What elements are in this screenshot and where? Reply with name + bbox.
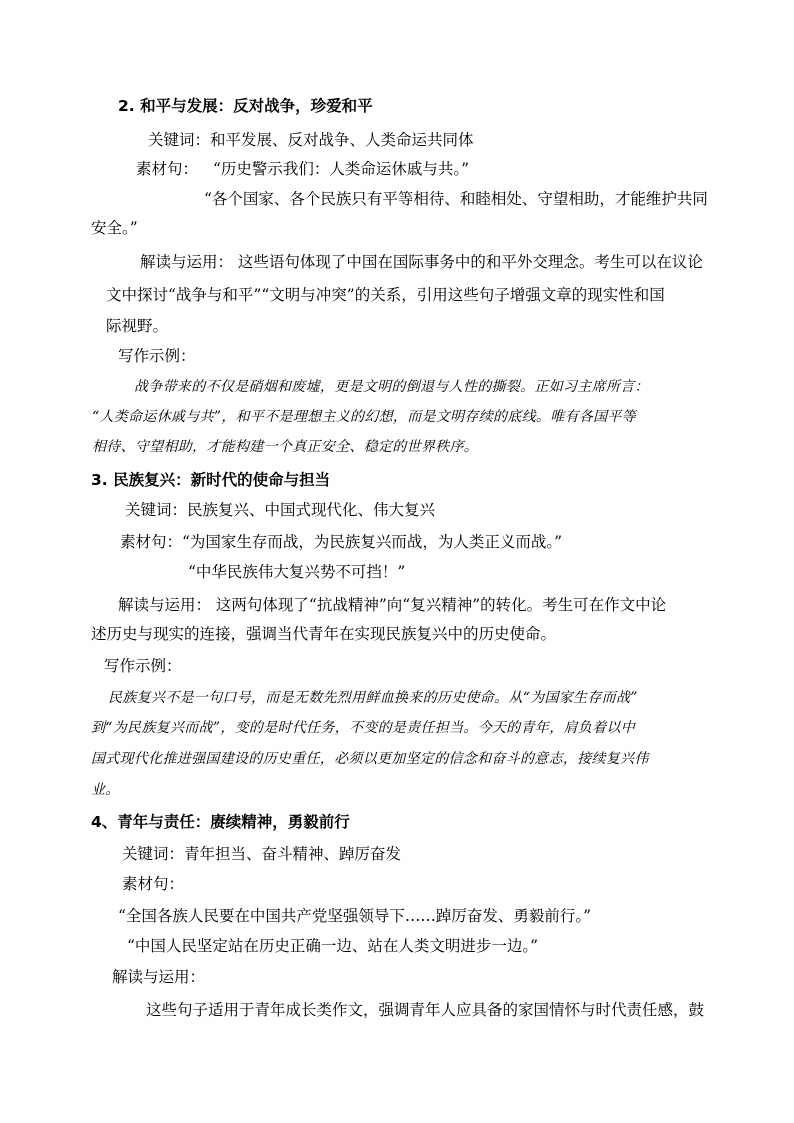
section-2-interpret-line2: 文中探讨“战争与和平”“文明与冲突”的关系，引用这些句子增强文章的现实性和国 (106, 286, 665, 304)
section-2-example-label: 写作示例： (118, 347, 196, 365)
section-4-material-2: “中国人民坚定站在历史正确一边、站在人类文明进步一边。” (127, 937, 539, 955)
section-2-material-2-line2: 安全。” (91, 219, 138, 237)
section-2-example-line2: “人类命运休戚与共”，和平不是理想主义的幻想，而是文明存续的底线。唯有各国平等 (92, 409, 637, 425)
section-3-example-line1: 民族复兴不是一句口号，而是无数先烈用鲜血换来的历史使命。从“为国家生存而战” (108, 690, 638, 706)
section-3-interpret-line1: 解读与运用： 这两句体现了“抗战精神”向“复兴精神”的转化。考生可在作文中论 (118, 596, 667, 614)
section-3-interpret-line2: 述历史与现实的连接，强调当代青年在实现民族复兴中的历史使命。 (91, 625, 557, 643)
section-3-example-label: 写作示例： (104, 657, 182, 675)
section-3-heading: 3. 民族复兴：新时代的使命与担当 (91, 471, 331, 489)
section-2-heading: 2. 和平与发展：反对战争，珍爱和平 (118, 97, 373, 115)
section-2-material-2-line1: “各个国家、各个民族只有平等相待、和睦相处、守望相助，才能维护共同 (204, 190, 708, 208)
section-2-material-1: “历史警示我们：人类命运休戚与共。” (213, 160, 470, 178)
section-3-example-line4: 业。 (91, 782, 120, 798)
section-4-interpret-line1: 这些句子适用于青年成长类作文，强调青年人应具备的家国情怀与时代责任感，鼓 (146, 1001, 705, 1019)
section-4-heading: 4、青年与责任：赓续精神，勇毅前行 (91, 813, 350, 831)
section-2-example-line3: 相待、守望相助，才能构建一个真正安全、稳定的世界秩序。 (92, 439, 479, 455)
section-2-interpret-line1: 解读与运用： 这些语句体现了中国在国际事务中的和平外交理念。考生可以在议论 (140, 253, 703, 271)
section-4-keywords: 关键词：青年担当、奋斗精神、踔厉奋发 (122, 845, 402, 863)
section-4-interpret-label: 解读与运用： (112, 968, 206, 986)
section-2-example-line1: 战争带来的不仅是硝烟和废墟，更是文明的倒退与人性的撕裂。正如习主席所言： (134, 379, 649, 395)
section-4-material-1: “全国各族人民要在中国共产党坚强领导下……踔厉奋发、勇毅前行。” (118, 907, 592, 925)
section-3-keywords: 关键词：民族复兴、中国式现代化、伟大复兴 (125, 501, 436, 519)
section-2-interpret-line3: 际视野。 (106, 317, 169, 335)
section-2-material-label: 素材句： (136, 160, 199, 178)
section-3-example-line2: 到“为民族复兴而战”，变的是时代任务，不变的是责任担当。今天的青年，肩负着以中 (91, 720, 636, 736)
section-4-material-label: 素材句： (122, 875, 185, 893)
section-3-material-1: 素材句：“为国家生存而战，为民族复兴而战，为人类正义而战。” (120, 533, 563, 551)
section-3-example-line3: 国式现代化推进强国建设的历史重任，必须以更加坚定的信念和奋斗的意志，接续复兴伟 (91, 751, 649, 767)
section-3-material-2: “中华民族伟大复兴势不可挡！” (188, 563, 406, 581)
section-2-keywords: 关键词：和平发展、反对战争、人类命运共同体 (148, 131, 474, 149)
